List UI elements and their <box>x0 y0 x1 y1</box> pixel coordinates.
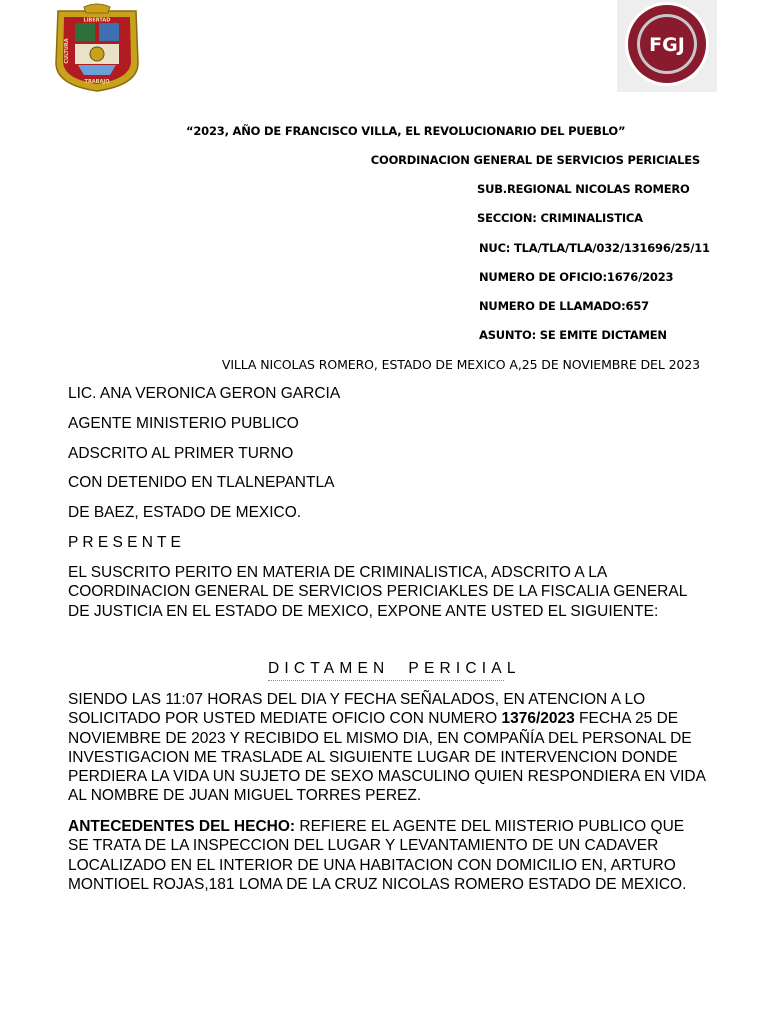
fgj-logo <box>617 0 717 92</box>
intro-text: EL SUSCRITO PERITO EN MATERIA DE CRIMINALISTICA, ADSCRITO A LA COORDINACION GENERAL DE SERVICIOS PERICIAKLES DE LA FISCALIA GENERAL DE JUSTICIA EN EL ESTADO DE MEXICO, EXPONE ANTE USTED EL SIGUIENTE: <box>68 564 687 620</box>
antecedentes-label: ANTECEDENTES DEL HECHO: <box>68 818 296 835</box>
addressee-assignment: ADSCRITO AL PRIMER TURNO <box>68 445 294 462</box>
antecedentes-paragraph <box>68 817 708 894</box>
intro-paragraph <box>68 563 708 621</box>
subregional-heading: SUB.REGIONAL NICOLAS ROMERO <box>477 182 690 196</box>
year-motto: “2023, AÑO DE FRANCISCO VILLA, EL REVOLUCIONARIO DEL PUEBLO” <box>186 124 626 138</box>
antecedentes-text: REFIERE EL AGENTE DEL MIISTERIO PUBLICO QUE SE TRATA DE LA INSPECCION DEL LUGAR Y LEVANTAMIENTO DE UN CADAVER LOCALIZADO EN EL INTERIOR DE UNA HABITACION CON DOMICILIO EN, ARTURO MONTIOEL ROJAS,181 LOMA DE LA CRUZ NICOLAS ROMERO ESTADO DE MEXICO. <box>68 818 687 893</box>
seal-top-text: LIBERTAD <box>83 17 111 24</box>
section-heading: SECCION: CRIMINALISTICA <box>477 211 643 225</box>
body-text-start: SIENDO LAS 11:07 HORAS DEL DIA Y FECHA SEÑALADOS, EN ATENCION A LO SOLICITADO POR USTED MEDIATE OFICIO CON NUMERO <box>68 691 646 728</box>
state-coat-of-arms-logo <box>48 3 146 93</box>
asunto-line: ASUNTO: SE EMITE DICTAMEN <box>479 328 667 342</box>
oficio-reference: 1376/2023 <box>501 710 575 728</box>
nuc-number: NUC: TLA/TLA/TLA/032/131696/25/11 <box>479 241 710 255</box>
title-underline <box>268 680 504 681</box>
llamado-number: NUMERO DE LLAMADO:657 <box>479 299 649 313</box>
coordination-heading: COORDINACION GENERAL DE SERVICIOS PERICIALES <box>370 153 700 167</box>
seal-left-text: CULTURA <box>64 38 70 64</box>
place-and-date: VILLA NICOLAS ROMERO, ESTADO DE MEXICO A,25 DE NOVIEMBRE DEL 2023 <box>221 357 700 372</box>
addressee-location: DE BAEZ, ESTADO DE MEXICO. <box>68 504 302 521</box>
addressee-role: AGENTE MINISTERIO PUBLICO <box>68 415 299 432</box>
body-paragraph <box>68 690 708 806</box>
dictamen-title: DICTAMEN PERICIAL <box>268 660 521 677</box>
presente-line: P R E S E N T E <box>68 534 181 551</box>
addressee-name: LIC. ANA VERONICA GERON GARCIA <box>68 385 341 402</box>
addressee-detained: CON DETENIDO EN TLALNEPANTLA <box>68 474 335 491</box>
oficio-number: NUMERO DE OFICIO:1676/2023 <box>479 270 674 284</box>
body-text-end: FECHA 25 DE NOVIEMBRE DE 2023 Y RECIBIDO EL MISMO DIA, EN COMPAÑÍA DEL PERSONAL DE INVESTIGACION ME TRASLADE AL SIGUIENTE LUGAR DE INTERVENCION DONDE PERDIERA LA VIDA UN SUJETO DE SEXO MASCULINO QUIEN RESPONDIERA EN VIDA AL NOMBRE DE JUAN MIGUEL TORRES PEREZ. <box>68 710 706 805</box>
seal-bottom-text: TRABAJO <box>84 79 110 85</box>
fgj-logo-text: FGJ <box>649 34 685 56</box>
